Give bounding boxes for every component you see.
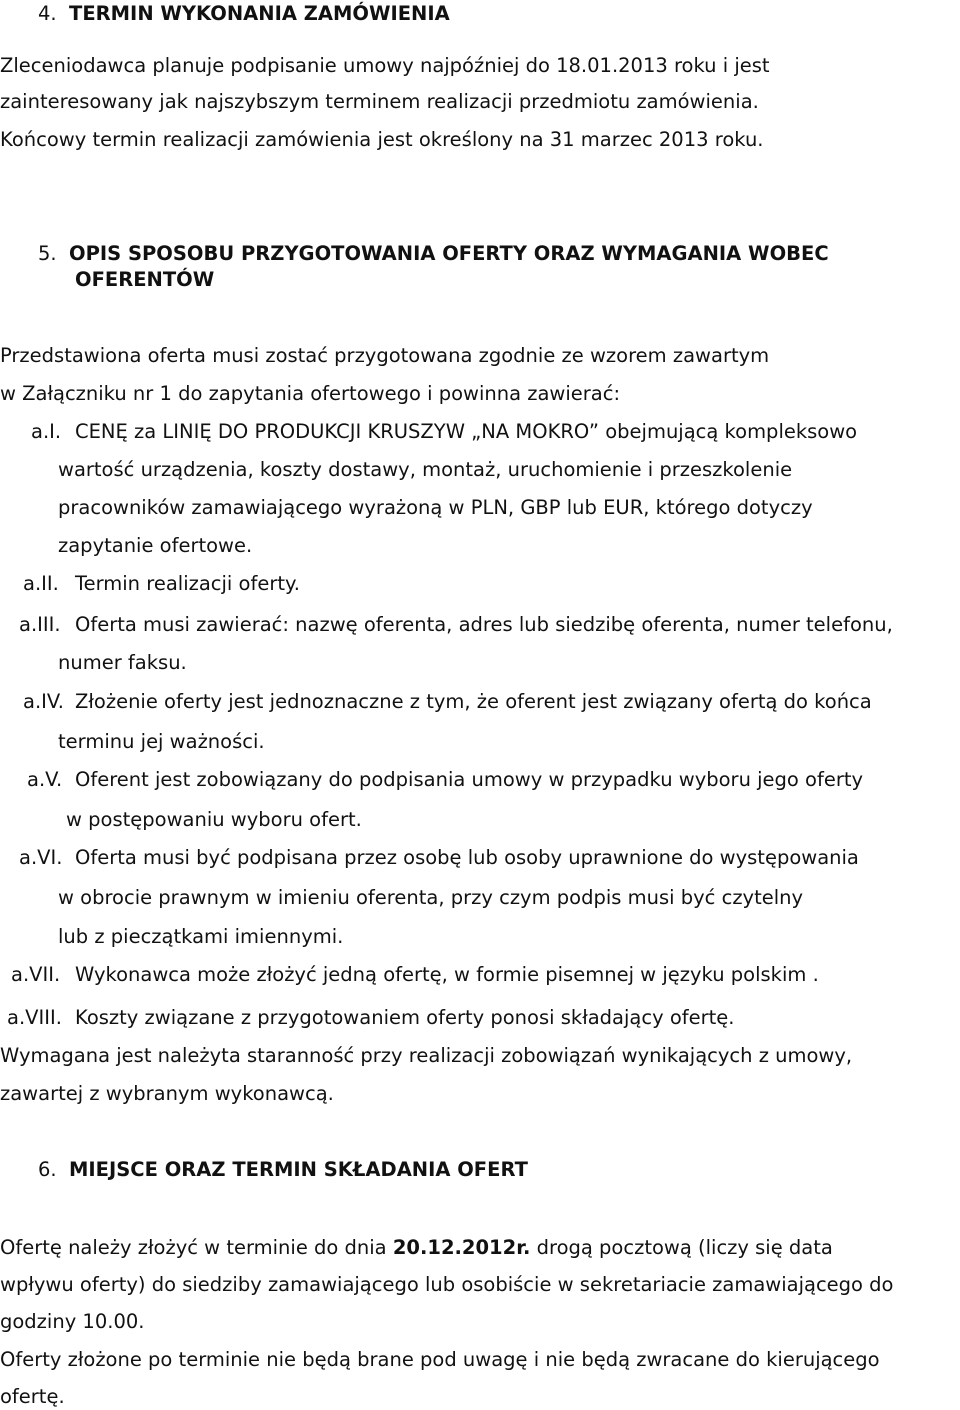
section-4-heading — [38, 2, 450, 26]
paragraph-line: Oferty złożone po terminie nie będą brane pod uwagę i nie będą zwracane do kierującego — [0, 1348, 880, 1371]
list-marker: a.III. — [19, 613, 61, 636]
list-item-line: Wykonawca może złożyć jedną ofertę, w formie pisemnej w języku polskim . — [75, 963, 819, 986]
list-item-line: Termin realizacji oferty. — [75, 572, 300, 595]
section-number: 6. — [38, 1158, 57, 1181]
list-item-line: CENĘ za LINIĘ DO PRODUKCJI KRUSZYW „NA MOKRO” obejmującą kompleksowo — [75, 420, 858, 443]
list-item-line: zapytanie ofertowe. — [58, 534, 253, 557]
list-item-line: lub z pieczątkami imiennymi. — [58, 925, 344, 948]
list-marker: a.V. — [27, 768, 63, 791]
list-item-line: Złożenie oferty jest jednoznaczne z tym, że oferent jest związany ofertą do końca — [75, 690, 872, 713]
section-5-heading — [38, 242, 829, 266]
heading-text: TERMIN WYKONANIA ZAMÓWIENIA — [69, 2, 450, 25]
deadline-date: 20.12.2012r. — [392, 1236, 531, 1259]
heading-text-continued: OFERENTÓW — [75, 268, 215, 291]
section-6-heading — [38, 1158, 528, 1182]
list-item-line: pracowników zamawiającego wyrażoną w PLN, GBP lub EUR, którego dotyczy — [58, 496, 813, 519]
list-item-line: numer faksu. — [58, 651, 187, 674]
paragraph-line: Wymagana jest należyta staranność przy realizacji zobowiązań wynikających z umowy, — [0, 1044, 853, 1067]
list-item-line: Oferta musi być podpisana przez osobę lub osoby uprawnione do występowania — [75, 846, 859, 869]
list-item-line: terminu jej ważności. — [58, 730, 265, 753]
list-item-line: Koszty związane z przygotowaniem oferty ponosi składający ofertę. — [75, 1006, 735, 1029]
paragraph-line: Przedstawiona oferta musi zostać przygotowana zgodnie ze wzorem zawartym — [0, 344, 770, 367]
heading-text: OPIS SPOSOBU PRZYGOTOWANIA OFERTY ORAZ WYMAGANIA WOBEC — [69, 242, 829, 265]
text-run: Ofertę należy złożyć w terminie do dnia — [0, 1236, 393, 1259]
paragraph-line: w Załączniku nr 1 do zapytania ofertowego i powinna zawierać: — [0, 382, 621, 405]
list-item-line: Oferta musi zawierać: nazwę oferenta, adres lub siedzibę oferenta, numer telefonu, — [75, 613, 893, 636]
paragraph-line: zawartej z wybranym wykonawcą. — [0, 1082, 334, 1105]
list-item-line: w obrocie prawnym w imieniu oferenta, przy czym podpis musi być czytelny — [58, 886, 804, 909]
section-number: 5. — [38, 242, 57, 265]
list-marker: a.VIII. — [7, 1006, 62, 1029]
list-marker: a.IV. — [23, 690, 64, 713]
paragraph-line: Końcowy termin realizacji zamówienia jest określony na 31 marzec 2013 roku. — [0, 128, 764, 151]
list-marker: a.VI. — [19, 846, 63, 869]
paragraph-line: wpływu oferty) do siedziby zamawiającego lub osobiście w sekretariacie zamawiającego do — [0, 1273, 894, 1296]
list-item-line: Oferent jest zobowiązany do podpisania umowy w przypadku wyboru jego oferty — [75, 768, 864, 791]
paragraph-line: ofertę. — [0, 1385, 65, 1408]
list-marker: a.II. — [23, 572, 59, 595]
paragraph-line: godziny 10.00. — [0, 1310, 145, 1333]
section-number: 4. — [38, 2, 57, 25]
paragraph-line: zainteresowany jak najszybszym terminem realizacji przedmiotu zamówienia. — [0, 90, 759, 113]
list-marker: a.VII. — [11, 963, 61, 986]
list-item-line: wartość urządzenia, koszty dostawy, montaż, uruchomienie i przeszkolenie — [58, 458, 793, 481]
text-run: drogą pocztową (liczy się data — [530, 1236, 833, 1259]
paragraph-line: Zleceniodawca planuje podpisanie umowy najpóźniej do 18.01.2013 roku i jest — [0, 54, 770, 77]
heading-text: MIEJSCE ORAZ TERMIN SKŁADANIA OFERT — [69, 1158, 528, 1181]
paragraph-line — [0, 1236, 833, 1260]
list-item-line: w postępowaniu wyboru ofert. — [66, 808, 362, 831]
list-marker: a.I. — [31, 420, 62, 443]
